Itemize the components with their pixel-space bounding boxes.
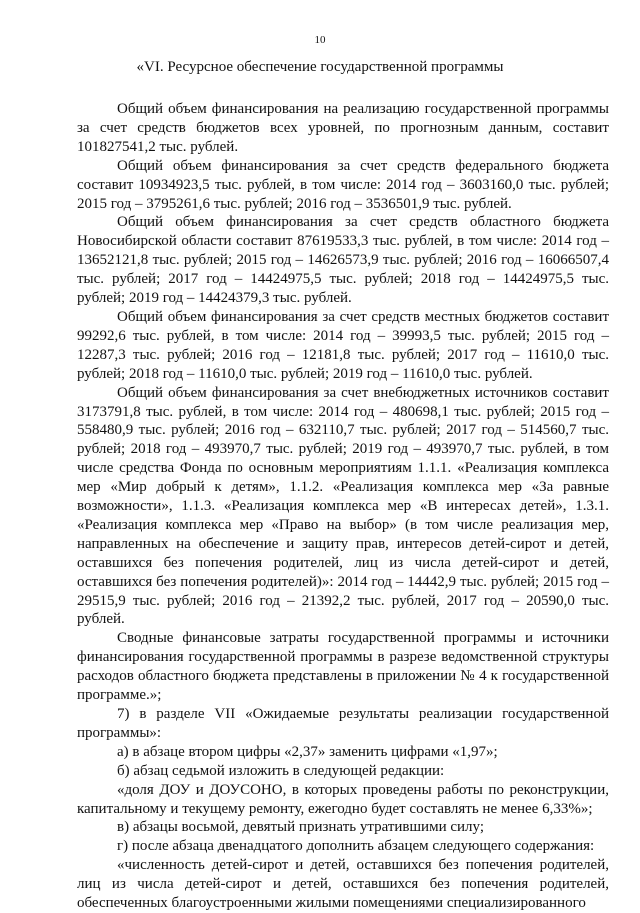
paragraph-federal-budget: Общий объем финансирования за счет средств федерального бюджета составит 10934923,5 тыс. рублей, в том числе: 2014 год – 3603160,0 тыс. рублей; 2015 год – 3795261,6 тыс. рублей; 2016 год – 3536501,9 тыс. рублей. (77, 157, 609, 212)
paragraph-summary-costs: Сводные финансовые затраты государственной программы и источники финансирования государственной программы в разрезе ведомственной структуры расходов областного бюджета представлены в приложении № 4 к государственной программе.»; (77, 630, 609, 704)
paragraph-extrabudgetary: Общий объем финансирования за счет внебюджетных источников составит 3173791,8 тыс. рублей, в том числе: 2014 год – 480698,1 тыс. рублей; 2015 год – 558480,9 тыс. рублей; 2016 год – 632110,7 тыс. рублей; 2017 год – 514560,7 тыс. рублей; 2018 год – 493970,7 тыс. рублей; 2019 год – 493970,7 тыс. рублей, в том числе средства Фонда по основным мероприятиям 1.1.1. «Реализация комплекса мер «Мир добрый к детям», 1.1.2. «Реализация комплекса мер «За равные возможности», 1.1.3. «Реализация комплекса мер «В интересах детей», 1.3.1. «Реализация комплекса мер «Право на выбор» (в том числе реализация мер, направленных на обеспечение и защиту прав, интересов детей-сирот и детей, оставшихся без попечения родителей, лиц из числа детей-сирот и детей, оставшихся без попечения родителей)»: 2014 год – 14442,9 тыс. рублей; 2015 год – 29515,9 тыс. рублей; 2016 год – 21392,2 тыс. рублей, 2017 год – 20590,0 тыс. рублей. (77, 384, 609, 628)
section-heading: «VI. Ресурсное обеспечение государственной программы (136, 59, 504, 75)
paragraph-quote-dou: «доля ДОУ и ДОУСОНО, в которых проведены работы по реконструкции, капитальному и текущему ремонту, ежегодно будет составлять не менее 6,33%»; (77, 781, 609, 817)
paragraph-regional-budget: Общий объем финансирования за счет средств областного бюджета Новосибирской области составит 87619533,3 тыс. рублей, в том числе: 2014 год – 13652121,8 тыс. рублей; 2015 год – 14626573,9 тыс. рублей; 2016 год – 16066507,4 тыс. рублей; 2017 год – 14424975,5 тыс. рублей; 2018 год – 14424975,5 тыс. рублей; 2019 год – 14424379,3 тыс. рублей. (77, 214, 609, 307)
paragraph-total-funding: Общий объем финансирования на реализацию государственной программы за счет средств бюджетов всех уровней, по прогнозным данным, составит 101827541,2 тыс. рублей. (77, 101, 609, 155)
paragraph-item-7: 7) в разделе VII «Ожидаемые результаты реализации государственной программы»: (77, 706, 609, 741)
paragraph-item-g: г) после абзаца двенадцатого дополнить абзацем следующего содержания: (117, 838, 595, 855)
paragraph-quote-orphans: «численность детей-сирот и детей, оставшихся без попечения родителей, лиц из числа детей-сирот и детей, оставшихся без попечения родителей, обеспеченных благоустроенными жилыми помещениями специализированного (77, 857, 609, 912)
paragraph-local-budgets: Общий объем финансирования за счет средств местных бюджетов составит 99292,6 тыс. рублей, в том числе: 2014 год – 39993,5 тыс. рублей; 2015 год – 12287,3 тыс. рублей; 2016 год – 12181,8 тыс. рублей; 2017 год – 11610,0 тыс. рублей; 2018 год – 11610,0 тыс. рублей; 2019 год – 11610,0 тыс. рублей. (77, 308, 609, 382)
paragraph-item-a: а) в абзаце втором цифры «2,37» заменить цифрами «1,97»; (117, 743, 498, 760)
paragraph-item-b: б) абзац седьмой изложить в следующей редакции: (117, 762, 445, 779)
page-number: 10 (314, 34, 326, 46)
paragraph-item-v: в) абзацы восьмой, девятый признать утратившими силу; (117, 819, 484, 836)
document-body (77, 100, 609, 913)
